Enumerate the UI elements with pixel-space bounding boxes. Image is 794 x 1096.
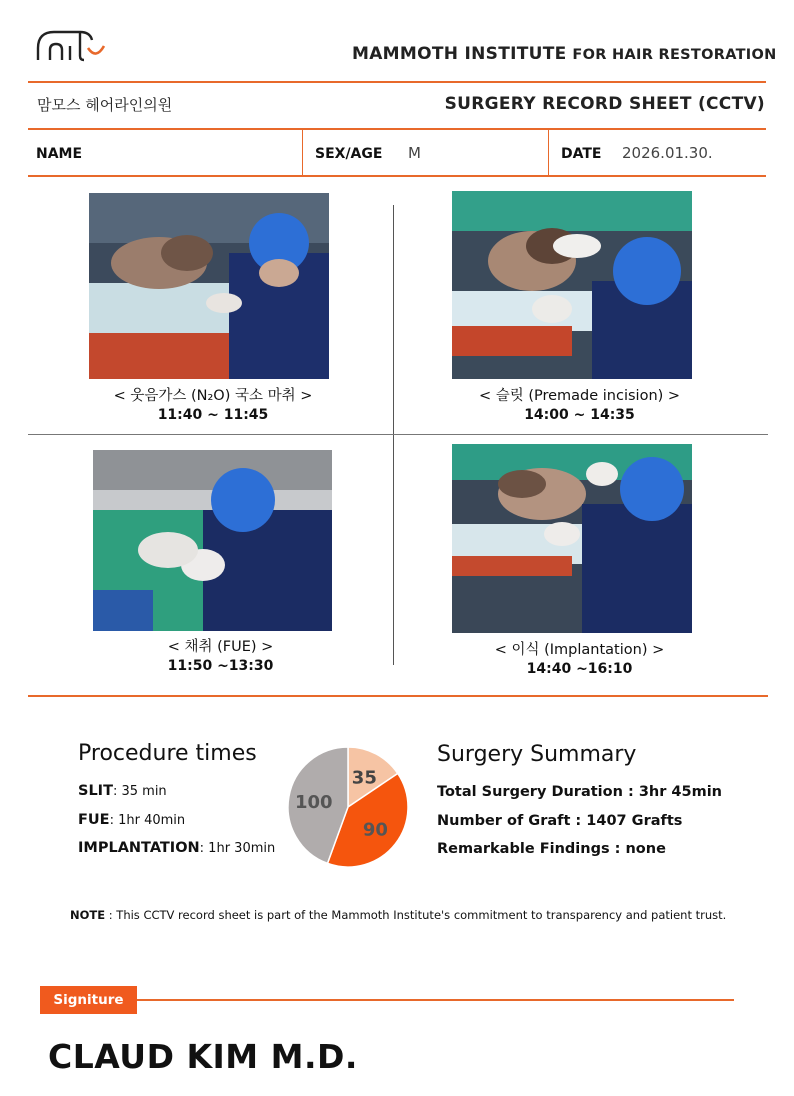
cctv-photo-implantation xyxy=(452,444,692,633)
procedure-value: : 1hr 40min xyxy=(109,813,186,828)
date-value: 2026.01.30. xyxy=(622,144,713,162)
caption-text: < 웃음가스 (N₂O) 국소 마취 > xyxy=(113,388,313,404)
caption-text: < 슬릿 (Premade incision) > xyxy=(478,388,681,404)
doctor-name: CLAUD KIM M.D. xyxy=(48,1037,358,1076)
cctv-photo-fue xyxy=(93,450,332,631)
cctv-photo-slit xyxy=(452,191,692,379)
procedure-label: IMPLANTATION xyxy=(78,840,200,856)
caption-time: 14:40 ~16:10 xyxy=(526,661,633,677)
cctv-photo-anesthesia xyxy=(89,193,329,379)
photos-divider xyxy=(28,695,768,697)
photo-caption xyxy=(452,387,707,425)
caption-text: < 이식 (Implantation) > xyxy=(494,642,665,658)
institute-sub: FOR HAIR RESTORATION xyxy=(572,47,777,63)
note-text: : This CCTV record sheet is part of the Mammoth Institute's commitment to transparency and patient trust. xyxy=(105,908,727,922)
date-label: DATE xyxy=(561,146,602,162)
grid-horizontal-divider xyxy=(28,434,768,435)
field-separator xyxy=(548,129,549,176)
sexage-value: M xyxy=(408,144,421,162)
grid-vertical-divider xyxy=(393,205,394,665)
institute-main: MAMMOTH INSTITUTE xyxy=(352,44,567,64)
procedure-item xyxy=(78,783,167,799)
header-divider xyxy=(28,81,766,83)
caption-time: 11:40 ~ 11:45 xyxy=(157,407,269,423)
procedure-value: : 35 min xyxy=(112,784,167,799)
sheet-title: SURGERY RECORD SHEET (CCTV) xyxy=(444,94,765,114)
procedure-value: : 1hr 30min xyxy=(199,841,276,856)
photo-caption xyxy=(93,638,348,676)
signature-badge: Signiture xyxy=(40,986,137,1014)
sexage-label: SEX/AGE xyxy=(315,146,383,162)
pie-label-100: 100 xyxy=(294,791,333,813)
title-divider xyxy=(28,128,766,130)
clinic-korean-name: 맘모스 헤어라인의원 xyxy=(37,96,173,114)
photo-caption xyxy=(452,641,707,679)
institute-title xyxy=(352,44,777,64)
summary-findings: Remarkable Findings : none xyxy=(437,841,666,857)
procedure-pie-chart xyxy=(286,745,410,869)
caption-time: 11:50 ~13:30 xyxy=(167,658,274,674)
summary-heading: Surgery Summary xyxy=(437,742,637,767)
caption-text: < 채취 (FUE) > xyxy=(167,639,274,655)
procedure-label: SLIT xyxy=(78,783,113,799)
note-label: NOTE xyxy=(70,908,106,922)
name-label: NAME xyxy=(36,146,83,162)
procedure-label: FUE xyxy=(78,812,110,828)
procedure-heading: Procedure times xyxy=(78,741,257,766)
photo-caption xyxy=(89,387,337,425)
pie-label-35: 35 xyxy=(351,767,377,789)
pie-label-90: 90 xyxy=(362,819,388,841)
field-separator xyxy=(302,129,303,176)
procedure-item xyxy=(78,840,275,856)
patient-divider xyxy=(28,175,766,177)
summary-grafts: Number of Graft : 1407 Grafts xyxy=(437,813,683,829)
signature-line xyxy=(137,999,734,1001)
summary-duration: Total Surgery Duration : 3hr 45min xyxy=(437,784,723,800)
mammoth-logo-icon xyxy=(36,26,106,64)
caption-time: 14:00 ~ 14:35 xyxy=(524,407,635,423)
procedure-item xyxy=(78,812,185,828)
note xyxy=(70,908,726,922)
